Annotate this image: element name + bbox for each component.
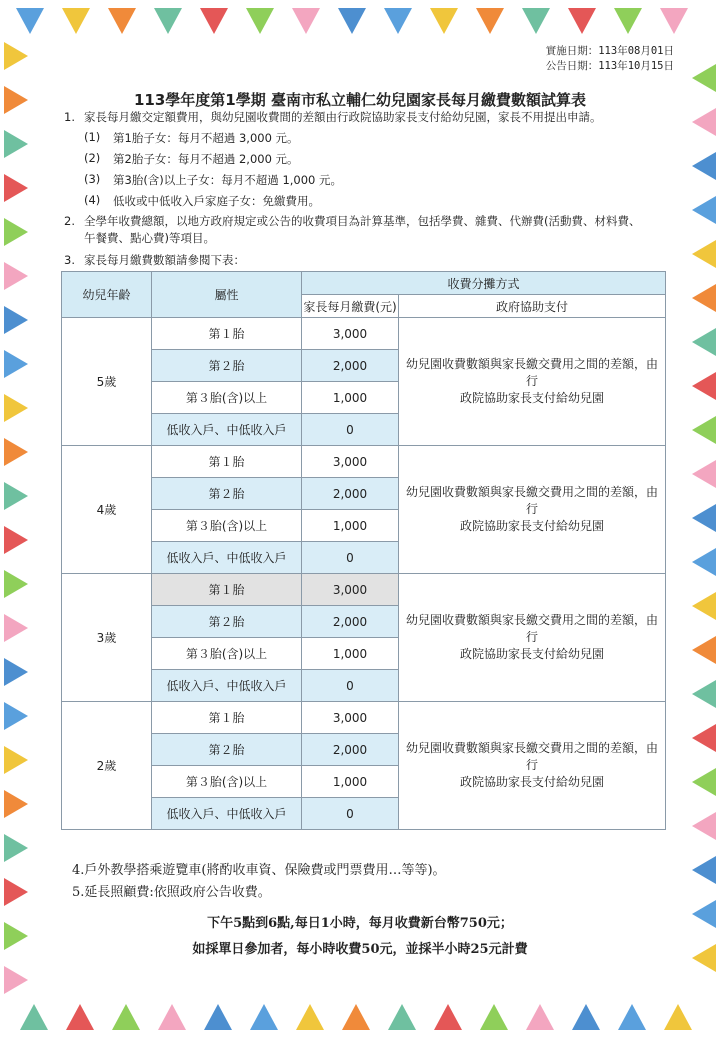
border-triangle [476,8,504,34]
gov-note-cell [399,318,666,446]
parent-fee-cell: 2,000 [302,350,399,382]
attr-cell: 第３胎(含)以上 [152,510,302,542]
attr-cell: 第２胎 [152,606,302,638]
gov-note-line-2: 政院協助家長支付給幼兒園 [459,519,604,533]
gov-note-line-2: 政院協助家長支付給幼兒園 [459,775,604,789]
border-triangle [692,504,716,532]
border-triangle [4,262,28,290]
border-triangle [4,130,28,158]
attr-cell: 第１胎 [152,318,302,350]
table-row [62,318,666,350]
attr-cell: 第２胎 [152,478,302,510]
border-triangle [338,8,366,34]
border-triangle [296,1004,324,1030]
border-triangle [692,768,716,796]
border-triangle [20,1004,48,1030]
item-3-text: 家長每月繳費數額請參閱下表： [84,253,245,267]
border-triangle [692,724,716,752]
parent-fee-cell: 3,000 [302,574,399,606]
parent-fee-cell: 0 [302,798,399,830]
attr-cell: 第３胎(含)以上 [152,382,302,414]
border-triangle [154,8,182,34]
sub-3-number: (3) [84,172,101,186]
parent-fee-cell: 2,000 [302,606,399,638]
border-triangle [692,812,716,840]
border-triangle [4,790,28,818]
border-triangle [692,196,716,224]
parent-fee-cell: 3,000 [302,702,399,734]
border-triangle [108,8,136,34]
border-triangle [4,394,28,422]
border-triangle [692,592,716,620]
border-triangle [692,680,716,708]
border-triangle [692,240,716,268]
gov-note-cell [399,702,666,830]
table-row [62,574,666,606]
effective-date: 實施日期：113年08月01日 [545,45,674,57]
gov-note-line-1: 幼兒園收費數額與家長繳交費用之間的差額，由行 [405,485,658,516]
border-triangle [112,1004,140,1030]
border-triangle [618,1004,646,1030]
item-3-number: 3. [64,253,75,267]
gov-note-line-1: 幼兒園收費數額與家長繳交費用之間的差額，由行 [405,613,658,644]
attr-cell: 第２胎 [152,734,302,766]
gov-note-cell [399,446,666,574]
border-triangle [614,8,642,34]
head-attr: 屬性 [152,272,302,318]
border-triangle [664,1004,692,1030]
border-triangle [4,834,28,862]
border-triangle [692,328,716,356]
border-triangle [16,8,44,34]
border-triangle [434,1004,462,1030]
item-1-text: 家長每月繳交定額費用，與幼兒園收費間的差額由行政院協助家長支付給幼兒園，家長不用提出申請。 [84,110,602,124]
attr-cell: 第１胎 [152,702,302,734]
border-triangle [292,8,320,34]
footer-item-5: 5.延長照顧費:依照政府公告收費。 [72,885,271,900]
border-triangle [568,8,596,34]
parent-fee-cell: 1,000 [302,510,399,542]
parent-fee-cell: 3,000 [302,318,399,350]
border-triangle [62,8,90,34]
attr-cell: 第１胎 [152,574,302,606]
extended-care-line-1: 下午5點到6點,每日1小時，每月收費新台幣750元； [207,916,513,931]
border-triangle [692,108,716,136]
head-age: 幼兒年齡 [62,272,152,318]
age-cell: 3歲 [62,574,152,702]
parent-fee-cell: 1,000 [302,638,399,670]
border-triangle [692,284,716,312]
border-triangle [4,966,28,994]
head-gov: 政府協助支付 [399,295,666,318]
border-triangle [250,1004,278,1030]
border-triangle [4,438,28,466]
border-triangle [692,64,716,92]
border-triangle [388,1004,416,1030]
attr-cell: 第２胎 [152,350,302,382]
parent-fee-cell: 0 [302,542,399,574]
age-cell: 4歲 [62,446,152,574]
parent-fee-cell: 3,000 [302,446,399,478]
gov-note-line-2: 政院協助家長支付給幼兒園 [459,391,604,405]
border-triangle [342,1004,370,1030]
border-triangle [4,526,28,554]
border-triangle [4,702,28,730]
sub-2-text: 第2胎子女：每月不超過 2,000 元。 [113,152,299,166]
border-triangle [4,42,28,70]
parent-fee-cell: 1,000 [302,382,399,414]
sub-1-number: (1) [84,130,101,144]
gov-note-line-1: 幼兒園收費數額與家長繳交費用之間的差額，由行 [405,357,658,388]
border-triangle [4,174,28,202]
border-triangle [572,1004,600,1030]
attr-cell: 第１胎 [152,446,302,478]
border-triangle [4,306,28,334]
border-triangle [4,482,28,510]
attr-cell: 第３胎(含)以上 [152,766,302,798]
age-cell: 5歲 [62,318,152,446]
border-triangle [4,614,28,642]
attr-cell: 第３胎(含)以上 [152,638,302,670]
border-triangle [430,8,458,34]
border-triangle [522,8,550,34]
border-triangle [200,8,228,34]
attr-cell: 低收入戶、中低收入戶 [152,414,302,446]
border-triangle [692,460,716,488]
attr-cell: 低收入戶、中低收入戶 [152,670,302,702]
head-parent-fee: 家長每月繳費(元) [302,295,399,318]
parent-fee-cell: 2,000 [302,478,399,510]
extended-care-line-2: 如採單日參加者，每小時收費50元，並採半小時25元計費 [192,942,528,957]
border-triangle [4,658,28,686]
border-triangle [692,548,716,576]
table-row [62,446,666,478]
sub-3-text: 第3胎(含)以上子女：每月不超過 1,000 元。 [113,173,343,187]
border-triangle [692,372,716,400]
head-group: 收費分攤方式 [302,272,666,295]
sub-2-number: (2) [84,151,101,165]
parent-fee-cell: 2,000 [302,734,399,766]
border-triangle [246,8,274,34]
border-triangle [4,878,28,906]
border-triangle [384,8,412,34]
border-triangle [692,636,716,664]
announce-date: 公告日期：113年10月15日 [545,60,674,72]
border-triangle [692,856,716,884]
gov-note-cell [399,574,666,702]
footer-item-4: 4.戶外教學搭乘遊覽車(將酌收車資、保險費或門票費用…等等)。 [72,863,446,878]
parent-fee-cell: 0 [302,670,399,702]
border-triangle [692,152,716,180]
border-triangle [4,218,28,246]
parent-fee-cell: 1,000 [302,766,399,798]
item-1-number: 1. [64,110,75,124]
border-triangle [660,8,688,34]
fee-table [61,271,666,830]
sub-1-text: 第1胎子女：每月不超過 3,000 元。 [113,131,299,145]
item-2-text-b: 午餐費、點心費)等項目。 [84,231,215,245]
border-triangle [158,1004,186,1030]
border-triangle [4,350,28,378]
border-triangle [4,570,28,598]
parent-fee-cell: 0 [302,414,399,446]
sub-4-number: (4) [84,193,101,207]
item-2-text-a: 全學年收費總額，以地方政府規定或公告的收費項目為計算基準，包括學費、雜費、代辦費(活動費、材料費、 [84,214,641,228]
border-triangle [204,1004,232,1030]
border-triangle [480,1004,508,1030]
gov-note-line-1: 幼兒園收費數額與家長繳交費用之間的差額，由行 [405,741,658,772]
page-title: 113學年度第1學期 臺南市私立輔仁幼兒園家長每月繳費數額試算表 [134,91,586,109]
sub-4-text: 低收或中低收入戶家庭子女：免繳費用。 [113,194,320,208]
border-triangle [4,746,28,774]
border-triangle [692,416,716,444]
dates-block [546,44,674,74]
border-triangle [526,1004,554,1030]
border-triangle [66,1004,94,1030]
gov-note-line-2: 政院協助家長支付給幼兒園 [459,647,604,661]
item-2-number: 2. [64,214,75,228]
attr-cell: 低收入戶、中低收入戶 [152,798,302,830]
age-cell: 2歲 [62,702,152,830]
attr-cell: 低收入戶、中低收入戶 [152,542,302,574]
table-row [62,702,666,734]
